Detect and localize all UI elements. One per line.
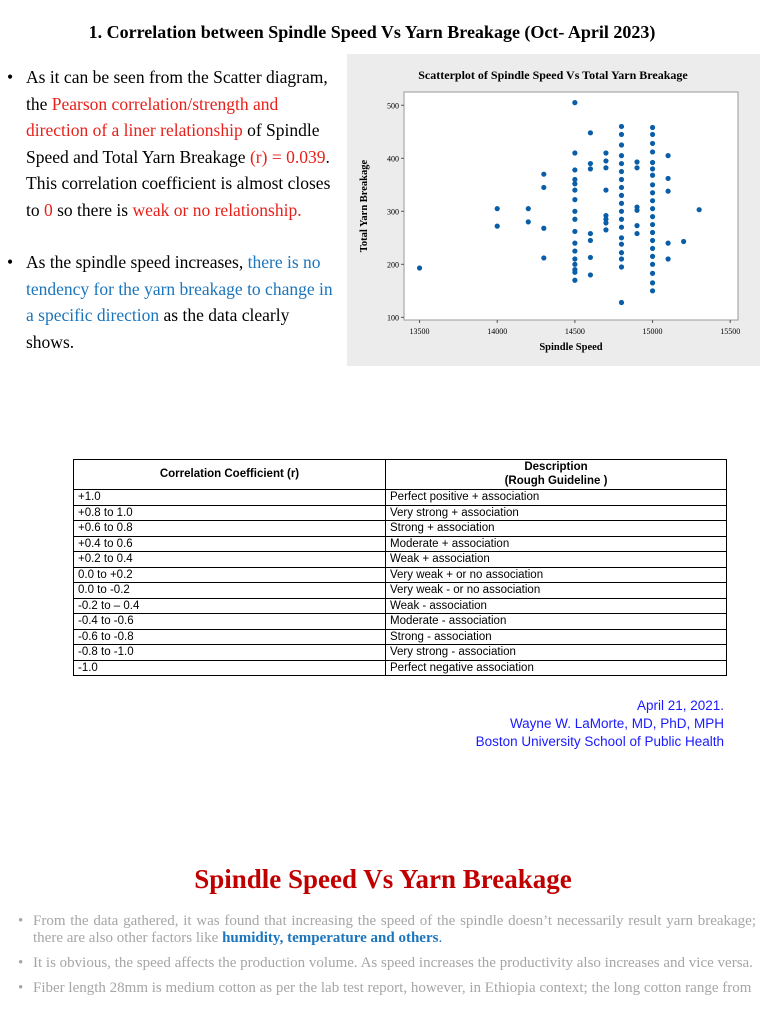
data-point — [495, 206, 500, 211]
header-description — [386, 460, 727, 490]
data-point — [588, 130, 593, 135]
header-coefficient: Correlation Coefficient (r) — [74, 460, 386, 490]
data-point — [619, 256, 624, 261]
coefficient-cell: -1.0 — [74, 660, 386, 676]
data-point — [572, 248, 577, 253]
table-header-row — [74, 460, 727, 490]
data-point — [650, 141, 655, 146]
data-point — [619, 217, 624, 222]
scatterplot-panel — [347, 54, 760, 366]
text: of Spindle Speed and Total Yarn Breakage — [26, 120, 320, 167]
data-point — [603, 150, 608, 155]
coefficient-cell: -0.4 to -0.6 — [74, 614, 386, 630]
data-point — [526, 219, 531, 224]
data-point — [650, 288, 655, 293]
highlight-weak: weak or no relationship. — [132, 199, 302, 220]
data-point — [619, 185, 624, 190]
analysis-bullets — [4, 64, 334, 355]
highlight-zero: 0 — [44, 199, 53, 220]
bullet-tendency — [4, 249, 334, 355]
data-point — [619, 193, 624, 198]
note-item — [18, 955, 756, 972]
text: Fiber length 28mm is medium cotton as per the lab test report, however, in Ethiopia context; the long cotton range from — [33, 980, 752, 996]
data-point — [572, 100, 577, 105]
bullet-dot: • — [7, 252, 14, 272]
x-axis-label: Spindle Speed — [539, 342, 603, 353]
table-row — [74, 521, 727, 537]
table-row — [74, 490, 727, 506]
description-cell: Very weak - or no association — [386, 583, 727, 599]
data-point — [650, 230, 655, 235]
coefficient-cell: +0.8 to 1.0 — [74, 505, 386, 521]
data-point — [697, 207, 702, 212]
data-point — [665, 241, 670, 246]
text: as the data clearly shows. — [26, 305, 290, 352]
data-point — [650, 206, 655, 211]
table-row — [74, 552, 727, 568]
data-point — [495, 224, 500, 229]
table-row — [74, 567, 727, 583]
highlight-tendency: there is no tendency for the yarn breakage to change in a specific direction — [26, 252, 333, 325]
data-point — [650, 271, 655, 276]
data-point — [572, 197, 577, 202]
table-row — [74, 614, 727, 630]
table-row — [74, 598, 727, 614]
y-tick-label: 200 — [387, 260, 399, 270]
chart-title: Scatterplot of Spindle Speed Vs Total Yarn Breakage — [418, 68, 688, 82]
data-point — [541, 255, 546, 260]
scatterplot-chart — [347, 54, 760, 366]
data-point — [650, 280, 655, 285]
coefficient-cell: +0.2 to 0.4 — [74, 552, 386, 568]
data-point — [603, 165, 608, 170]
data-point — [619, 124, 624, 129]
table-row — [74, 583, 727, 599]
data-point — [526, 206, 531, 211]
description-cell: Perfect positive + association — [386, 490, 727, 506]
data-point — [588, 166, 593, 171]
table-row — [74, 660, 727, 676]
data-point — [541, 226, 546, 231]
data-point — [619, 242, 624, 247]
page-heading: 1. Correlation between Spindle Speed Vs Yarn Breakage (Oct- April 2023) — [88, 22, 656, 42]
data-point — [619, 209, 624, 214]
data-point — [572, 209, 577, 214]
text: As the spindle speed increases, — [26, 252, 248, 272]
y-tick-label: 500 — [387, 101, 399, 111]
data-point — [619, 250, 624, 255]
data-point — [541, 185, 546, 190]
description-cell: Moderate + association — [386, 536, 727, 552]
correlation-guideline-table — [73, 459, 727, 676]
data-point — [650, 149, 655, 154]
header-description-line1: Description — [524, 461, 588, 473]
data-point — [650, 166, 655, 171]
header-description-line2: (Rough Guideline ) — [504, 474, 608, 487]
text: . — [438, 930, 443, 946]
coefficient-cell: -0.8 to -1.0 — [74, 645, 386, 661]
bullet-dot: • — [18, 913, 24, 929]
coefficient-cell: 0.0 to -0.2 — [74, 583, 386, 599]
data-point — [650, 246, 655, 251]
y-axis-label: Total Yarn Breakage — [359, 159, 370, 253]
data-point — [417, 265, 422, 270]
citation-date: April 21, 2021. — [636, 698, 724, 713]
data-point — [572, 278, 577, 283]
notes-list — [18, 913, 756, 1005]
data-point — [619, 300, 624, 305]
description-cell: Very strong - association — [386, 645, 727, 661]
data-point — [650, 238, 655, 243]
data-point — [619, 264, 624, 269]
data-point — [650, 222, 655, 227]
data-point — [572, 262, 577, 267]
data-point — [572, 270, 577, 275]
description-cell: Perfect negative association — [386, 660, 727, 676]
data-point — [634, 231, 639, 236]
coefficient-cell: -0.2 to – 0.4 — [74, 598, 386, 614]
data-point — [650, 182, 655, 187]
citation — [476, 697, 724, 751]
data-point — [572, 150, 577, 155]
citation-org: Boston University School of Public Health — [475, 734, 724, 749]
data-point — [619, 132, 624, 137]
data-point — [588, 161, 593, 166]
data-point — [619, 201, 624, 206]
y-tick-label: 400 — [387, 154, 399, 164]
description-cell: Weak + association — [386, 552, 727, 568]
description-cell: Moderate - association — [386, 614, 727, 630]
data-point — [572, 181, 577, 186]
x-tick-label: 14500 — [564, 327, 585, 336]
data-point — [650, 254, 655, 259]
data-point — [603, 220, 608, 225]
y-tick-label: 300 — [387, 207, 399, 217]
citation-author: Wayne W. LaMorte, MD, PhD, MPH — [509, 716, 724, 731]
data-point — [619, 225, 624, 230]
coefficient-cell: -0.6 to -0.8 — [74, 629, 386, 645]
data-point — [588, 231, 593, 236]
data-point — [572, 187, 577, 192]
text: From the data gathered, it was found that increasing the speed of the spindle doesn’t necessarily result yarn breakage; there are also other factors like — [33, 913, 756, 946]
x-tick-label: 13500 — [409, 327, 430, 336]
x-tick-label: 14000 — [487, 327, 508, 336]
description-cell: Strong - association — [386, 629, 727, 645]
plot-area — [404, 92, 738, 320]
coefficient-cell: +0.4 to 0.6 — [74, 536, 386, 552]
data-point — [541, 172, 546, 177]
table-row — [74, 645, 727, 661]
data-point — [650, 190, 655, 195]
section-title: Spindle Speed Vs Yarn Breakage — [194, 864, 572, 894]
coefficient-cell: +1.0 — [74, 490, 386, 506]
highlight-factors: humidity, temperature and others — [222, 930, 439, 946]
data-point — [619, 235, 624, 240]
data-point — [665, 176, 670, 181]
bullet-correlation — [4, 64, 334, 223]
data-point — [572, 229, 577, 234]
data-point — [603, 227, 608, 232]
data-point — [572, 167, 577, 172]
data-point — [650, 198, 655, 203]
data-point — [619, 142, 624, 147]
coefficient-cell: +0.6 to 0.8 — [74, 521, 386, 537]
data-point — [619, 169, 624, 174]
x-tick-label: 15000 — [642, 327, 663, 336]
description-cell: Strong + association — [386, 521, 727, 537]
coefficient-cell: 0.0 to +0.2 — [74, 567, 386, 583]
data-point — [588, 255, 593, 260]
bullet-dot: • — [18, 955, 24, 971]
data-point — [665, 153, 670, 158]
data-point — [650, 125, 655, 130]
note-item — [18, 980, 756, 997]
text: so there is — [52, 199, 133, 220]
data-point — [572, 241, 577, 246]
data-point — [619, 153, 624, 158]
data-point — [634, 165, 639, 170]
y-tick-label: 100 — [387, 313, 399, 323]
data-point — [650, 214, 655, 219]
table-row — [74, 505, 727, 521]
x-tick-label: 15500 — [720, 327, 741, 336]
data-point — [634, 223, 639, 228]
text: . This correlation coefficient is almost closes to — [26, 146, 331, 220]
data-point — [650, 173, 655, 178]
description-cell: Very weak + or no association — [386, 567, 727, 583]
data-point — [588, 238, 593, 243]
description-cell: Weak - association — [386, 598, 727, 614]
bullet-dot: • — [7, 67, 14, 87]
data-point — [665, 256, 670, 261]
data-point — [650, 160, 655, 165]
data-point — [650, 262, 655, 267]
data-point — [603, 187, 608, 192]
note-item — [18, 913, 756, 947]
data-point — [588, 272, 593, 277]
data-point — [603, 158, 608, 163]
data-point — [572, 256, 577, 261]
data-point — [619, 177, 624, 182]
highlight-pearson: Pearson correlation/strength and direction of a liner relationship — [26, 93, 279, 140]
description-cell: Very strong + association — [386, 505, 727, 521]
data-point — [634, 159, 639, 164]
data-point — [572, 217, 577, 222]
data-point — [634, 208, 639, 213]
text: It is obvious, the speed affects the production volume. As speed increases the productivity also increases and vice versa. — [33, 955, 753, 971]
data-point — [665, 189, 670, 194]
text: As it can be seen from the Scatter diagram, the — [26, 67, 328, 114]
data-point — [681, 239, 686, 244]
table-row — [74, 629, 727, 645]
data-point — [619, 161, 624, 166]
bullet-dot: • — [18, 980, 24, 996]
highlight-r-value: (r) = 0.039 — [249, 146, 326, 167]
data-point — [650, 132, 655, 137]
table-row — [74, 536, 727, 552]
